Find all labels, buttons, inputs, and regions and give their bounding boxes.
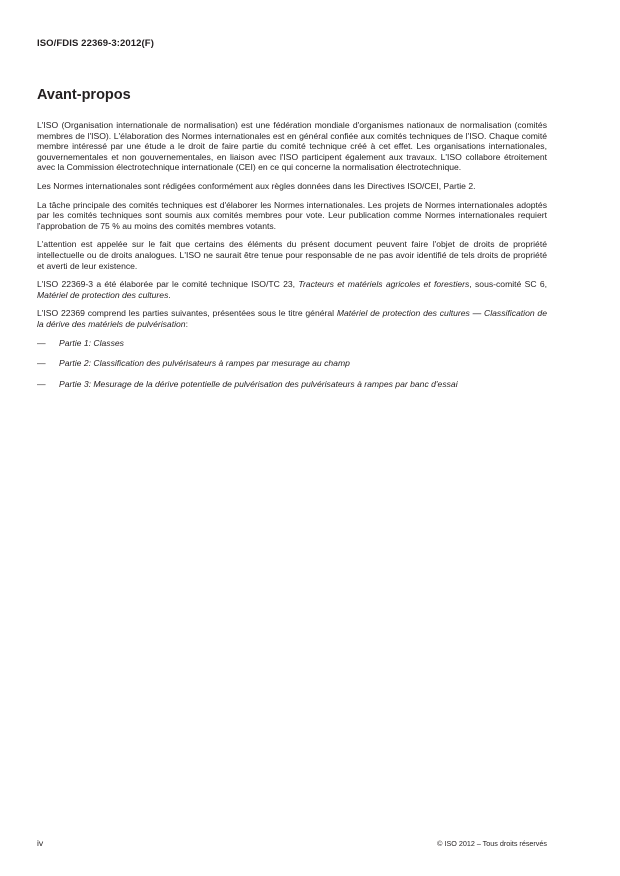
document-reference: ISO/FDIS 22369-3:2012(F) (37, 38, 154, 49)
list-dash: — (37, 378, 46, 389)
parts-intro-end: : (185, 318, 188, 329)
prepared-by-end: . (168, 289, 171, 300)
parts-intro-text: L'ISO 22369 comprend les parties suivantes, présentées sous le titre général (37, 308, 337, 319)
list-dash: — (37, 337, 46, 348)
list-item-part-3 (37, 379, 547, 390)
committee-title: Tracteurs et matériels agricoles et forestiers (298, 279, 470, 290)
list-item-part-2 (37, 358, 547, 369)
section-title: Avant-propos (37, 87, 131, 103)
paragraph-prepared-by (37, 279, 547, 300)
part-2-title: Partie 2: Classification des pulvérisateurs à rampes par mesurage au champ (59, 358, 350, 369)
prepared-by-text: L'ISO 22369-3 a été élaborée par le comité technique ISO/TC 23, (37, 279, 299, 290)
subcommittee-text: , sous-comité SC 6, (469, 279, 547, 290)
paragraph-parts-intro (37, 308, 547, 329)
list-item-part-1 (37, 338, 547, 349)
paragraph-iso-definition: L'ISO (Organisation internationale de normalisation) est une fédération mondiale d'organismes nationaux de normalisation (comités membres de l'ISO). L'élaboration des Normes internationales est en général confiée aux comités techniques de l'ISO. Chaque comité membre intéressé par une étude a le droit de faire partie du comité technique créé à cet effet. Les organisations internationales, gouvernementales et non gouvernementales, en liaison avec l'ISO participent également aux travaux. L'ISO collabore étroitement avec la Commission électrotechnique internationale (CEI) en ce qui concerne la normalisation électrotechnique. (37, 120, 547, 173)
part-3-title: Partie 3: Mesurage de la dérive potentielle de pulvérisation des pulvérisateurs à rampes par banc d'essai (59, 378, 458, 389)
subcommittee-title: Matériel de protection des cultures (37, 289, 169, 300)
list-dash: — (37, 358, 46, 369)
page-number: iv (37, 838, 44, 848)
copyright-notice: © ISO 2012 – Tous droits réservés (437, 839, 547, 848)
paragraph-committee-task: La tâche principale des comités techniques est d'élaborer les Normes internationales. Les projets de Normes internationales adoptés par les comités techniques sont soumis aux comités membres pour vote. Leur publication comme Normes internationales requiert l'approbation de 75 % au moins des comités membres votants. (37, 199, 547, 231)
general-title: Matériel de protection des cultures — Classification de la dérive des matériels de pulvérisation (37, 308, 547, 329)
paragraph-patent-rights: L'attention est appelée sur le fait que certains des éléments du présent document peuvent faire l'objet de droits de propriété intellectuelle ou de droits analogues. L'ISO ne saurait être tenue pour responsable de ne pas avoir identifié de tels droits de propriété et averti de leur existence. (37, 239, 547, 271)
paragraph-directives: Les Normes internationales sont rédigées conformément aux règles données dans les Directives ISO/CEI, Partie 2. (37, 180, 476, 191)
foreword-body (37, 120, 547, 399)
part-1-title: Partie 1: Classes (59, 337, 124, 348)
